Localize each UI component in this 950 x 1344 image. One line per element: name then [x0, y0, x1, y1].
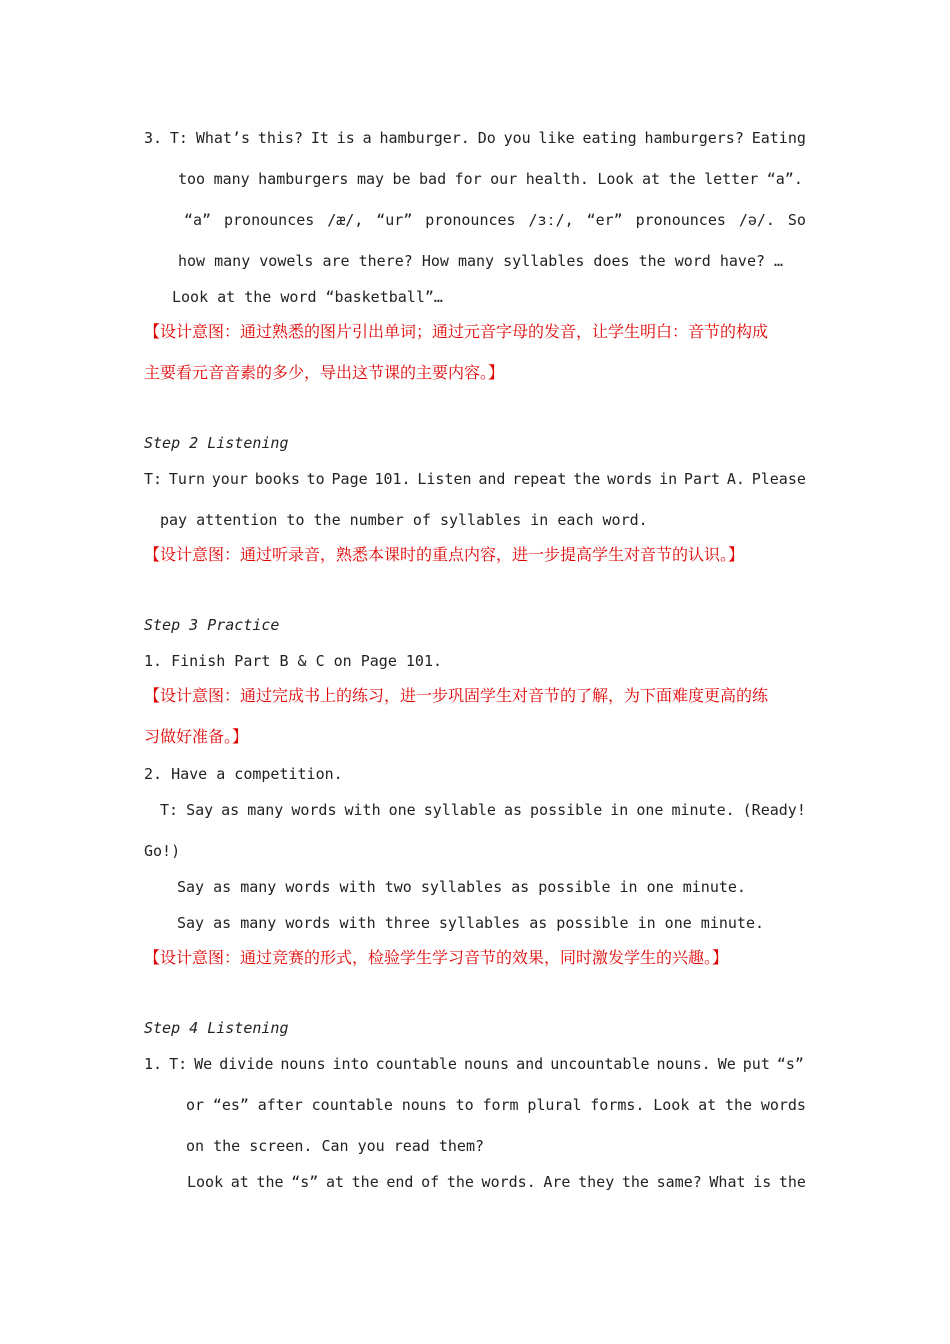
word: is	[336, 129, 355, 147]
word: bad	[419, 170, 447, 188]
step1-line-1	[144, 128, 806, 148]
word: We	[717, 1055, 736, 1073]
word: hamburgers?	[644, 129, 744, 147]
word: as	[503, 801, 523, 819]
word: put	[742, 1055, 770, 1073]
step2-heading: Step 2 Listening	[144, 434, 289, 452]
word: nouns	[463, 1055, 510, 1073]
word: words	[291, 801, 337, 819]
word: be	[392, 170, 411, 188]
word: hamburger.	[379, 129, 470, 147]
step2-line-1	[144, 469, 806, 489]
word: after	[257, 1096, 303, 1114]
word: letter	[704, 170, 759, 188]
design-intent-1-line-1: 【设计意图：通过熟悉的图片引出单词；通过元音字母的发音，让学生明白：音节的构成	[144, 322, 769, 341]
word: nouns.	[656, 1055, 711, 1073]
design-intent-1-line-2: 主要看元音音素的多少，导出这节课的主要内容。】	[144, 363, 505, 382]
word: “es”	[212, 1096, 249, 1114]
word: the	[724, 1096, 753, 1114]
competition-line-4: Say as many words with three syllables as possible in one minute.	[177, 914, 764, 932]
word: to	[455, 1096, 474, 1114]
word: T:	[169, 1055, 188, 1073]
step3-item-2: 2. Have a competition.	[144, 765, 343, 783]
word: may	[356, 170, 385, 188]
word: too	[178, 170, 206, 188]
word: as	[221, 801, 240, 819]
step4-line-2	[186, 1095, 806, 1115]
word: in	[610, 801, 629, 819]
word: 101.	[374, 470, 411, 488]
step3-heading: Step 3 Practice	[144, 616, 280, 634]
word: “a”.	[766, 170, 803, 188]
word: hamburgers	[258, 170, 349, 188]
word: the	[778, 1173, 806, 1191]
word: T:	[169, 129, 188, 147]
word: for	[454, 170, 482, 188]
word: one	[636, 801, 664, 819]
word: Please	[751, 470, 806, 488]
word: “ur”	[376, 211, 413, 229]
word: nouns	[280, 1055, 326, 1073]
step1-line-3	[184, 210, 806, 230]
word: a	[362, 129, 372, 147]
step4-line-1	[144, 1054, 804, 1074]
word: T:	[160, 801, 179, 819]
word: What	[709, 1173, 746, 1191]
step4-line-4	[187, 1172, 806, 1192]
word: countable	[375, 1055, 457, 1073]
word: 3.	[144, 129, 163, 147]
word: same?	[656, 1173, 702, 1191]
word: health.	[525, 170, 589, 188]
word: the	[573, 470, 601, 488]
step4-line-3: on the screen. Can you read them?	[186, 1137, 485, 1155]
word: forms.	[590, 1096, 645, 1114]
competition-line-1	[160, 800, 806, 820]
word: end	[386, 1173, 414, 1191]
step1-line-5: Look at the word “basketball”…	[172, 288, 443, 306]
step1-line-2	[178, 169, 803, 189]
word: Say	[186, 801, 214, 819]
word: possible	[530, 801, 603, 819]
word: minute.	[671, 801, 735, 819]
word: “a”	[184, 211, 212, 229]
word: the	[351, 1173, 379, 1191]
word: our	[490, 170, 518, 188]
word: /ə/.	[738, 211, 775, 229]
word: pronounces	[635, 211, 726, 229]
word: they	[578, 1173, 615, 1191]
competition-line-2: Go!)	[144, 842, 181, 860]
word: /ɜː/,	[528, 211, 574, 229]
word: eating	[582, 129, 637, 147]
step3-item-1: 1. Finish Part B & C on Page 101.	[144, 652, 443, 670]
word: “s”	[776, 1055, 804, 1073]
design-intent-3-line-1: 【设计意图：通过完成书上的练习，进一步巩固学生对音节的了解，为下面难度更高的练	[144, 686, 769, 705]
word: Page	[331, 470, 368, 488]
word: countable	[311, 1096, 393, 1114]
design-intent-2: 【设计意图：通过听录音，熟悉本课时的重点内容，进一步提高学生对音节的认识。】	[144, 545, 745, 564]
word: many	[247, 801, 284, 819]
word: you	[503, 129, 531, 147]
word: like	[538, 129, 575, 147]
word: is	[753, 1173, 772, 1191]
word: this?	[257, 129, 303, 147]
word: or	[186, 1096, 205, 1114]
word: A.	[726, 470, 745, 488]
word: Look	[597, 170, 634, 188]
word: and	[478, 470, 506, 488]
step4-heading: Step 4 Listening	[144, 1019, 289, 1037]
word: one	[388, 801, 416, 819]
word: of	[421, 1173, 440, 1191]
word: the	[256, 1173, 284, 1191]
word: form	[482, 1096, 519, 1114]
word: uncountable	[550, 1055, 650, 1073]
word: the	[621, 1173, 649, 1191]
step2-line-2: pay attention to the number of syllables in each word.	[160, 511, 648, 529]
word: to	[306, 470, 325, 488]
word: /æ/,	[327, 211, 364, 229]
word: and	[516, 1055, 544, 1073]
word: Listen	[417, 470, 472, 488]
word: Look	[653, 1096, 690, 1114]
word: What’s	[195, 129, 250, 147]
word: It	[310, 129, 329, 147]
word: pronounces	[224, 211, 315, 229]
word: words.	[481, 1173, 536, 1191]
word: your	[211, 470, 248, 488]
word: repeat	[512, 470, 567, 488]
word: nouns	[401, 1096, 447, 1114]
word: books	[254, 470, 300, 488]
design-intent-4: 【设计意图：通过竞赛的形式，检验学生学习音节的效果，同时激发学生的兴趣。】	[144, 948, 729, 967]
word: Turn	[168, 470, 205, 488]
word: at	[230, 1173, 249, 1191]
word: words	[760, 1096, 806, 1114]
word: in	[659, 470, 678, 488]
word: Look	[187, 1173, 224, 1191]
word: the	[668, 170, 696, 188]
word: “er”	[586, 211, 623, 229]
word: divide	[219, 1055, 274, 1073]
word: We	[194, 1055, 213, 1073]
word: 1.	[144, 1055, 163, 1073]
step1-line-4: how many vowels are there? How many syllables does the word have? …	[178, 252, 784, 270]
word: with	[344, 801, 381, 819]
word: syllable	[423, 801, 496, 819]
competition-line-3: Say as many words with two syllables as possible in one minute.	[177, 878, 746, 896]
word: many	[213, 170, 250, 188]
design-intent-3-line-2: 习做好准备。】	[144, 727, 249, 746]
word: the	[446, 1173, 474, 1191]
word: Eating	[751, 129, 806, 147]
word: Are	[543, 1173, 571, 1191]
word: “s”	[291, 1173, 319, 1191]
word: Do	[477, 129, 496, 147]
word: So	[787, 211, 806, 229]
word: at	[325, 1173, 344, 1191]
word: plural	[527, 1096, 582, 1114]
word: words	[607, 470, 653, 488]
word: at	[642, 170, 661, 188]
word: into	[332, 1055, 369, 1073]
word: at	[698, 1096, 717, 1114]
word: pronounces	[425, 211, 516, 229]
word: (Ready!	[742, 801, 806, 819]
word: T:	[144, 470, 163, 488]
word: Part	[683, 470, 721, 488]
